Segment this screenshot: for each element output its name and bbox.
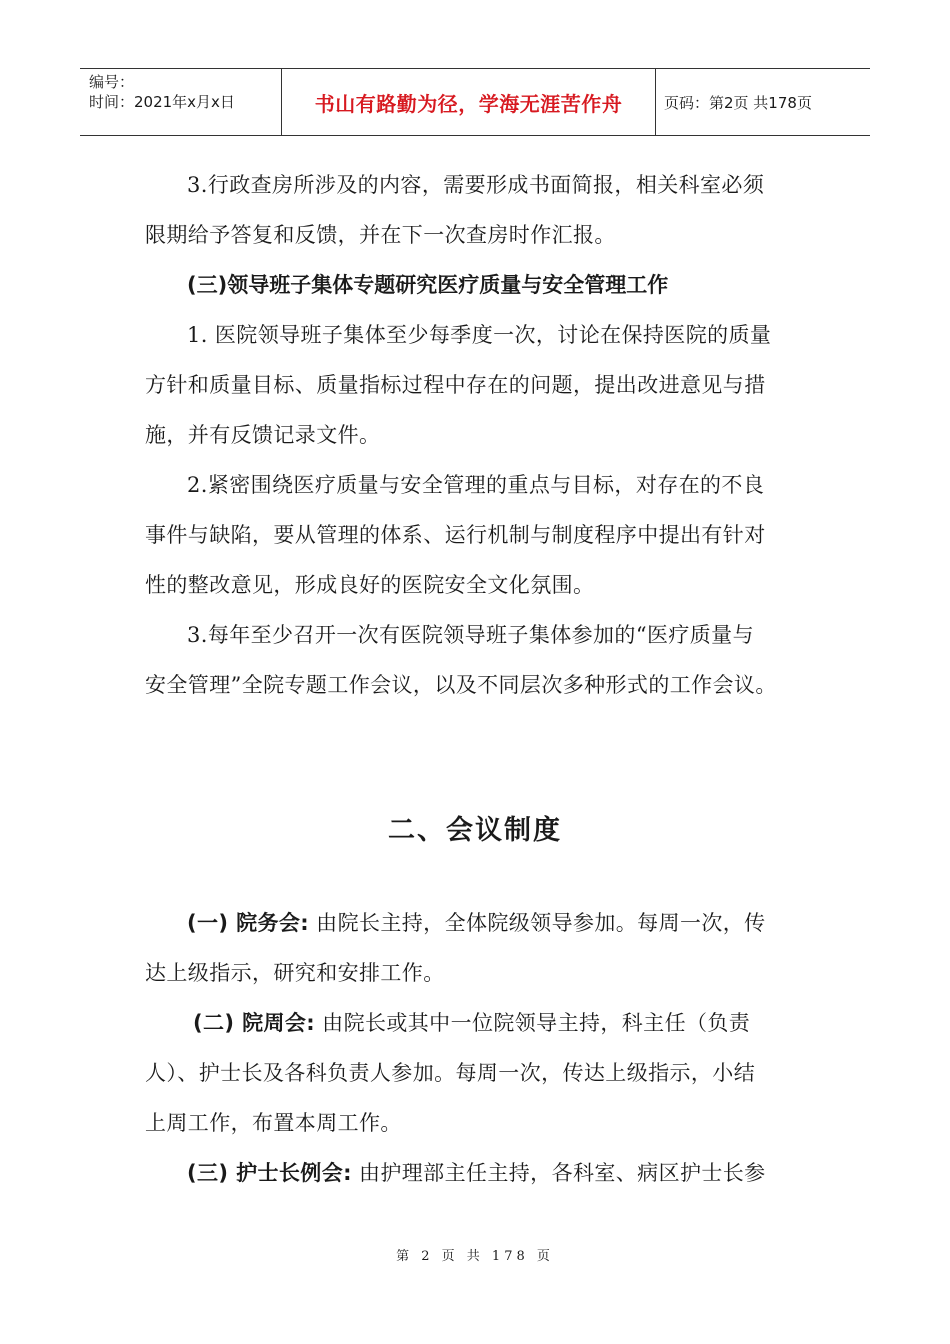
paragraph-line: 1. 医院领导班子集体至少每季度一次，讨论在保持医院的质量 bbox=[187, 323, 772, 347]
paragraph-line: 安全管理”全院专题工作会议，以及不同层次多种形式的工作会议。 bbox=[145, 673, 777, 697]
paragraph-line: 事件与缺陷，要从管理的体系、运行机制与制度程序中提出有针对 bbox=[145, 523, 766, 547]
meeting-text: 由院长或其中一位院领导主持，科主任（负责 bbox=[315, 1011, 751, 1035]
paragraph-line: 人）、护士长及各科负责人参加。每周一次，传达上级指示，小结 bbox=[145, 1061, 756, 1085]
subheading: (三)领导班子集体专题研究医疗质量与安全管理工作 bbox=[187, 273, 669, 297]
paragraph-line: 上周工作，布置本周工作。 bbox=[145, 1111, 402, 1135]
meeting-item bbox=[145, 998, 807, 1048]
document-time-label: 时间：2021年x月x日 bbox=[89, 93, 235, 111]
paragraph-line: 3.每年至少召开一次有医院领导班子集体参加的“医疗质量与 bbox=[187, 623, 754, 647]
meeting-item bbox=[145, 898, 807, 948]
section-title: 二、会议制度 bbox=[388, 815, 562, 846]
meeting-text: 由院长主持，全体院级领导参加。每周一次，传 bbox=[309, 911, 766, 935]
paragraph-line: 2.紧密围绕医疗质量与安全管理的重点与目标，对存在的不良 bbox=[187, 473, 765, 497]
meeting-lead: (一) 院务会: bbox=[187, 911, 310, 935]
paragraph-line: 性的整改意见，形成良好的医院安全文化氛围。 bbox=[145, 573, 595, 597]
page-footer: 第 2 页 共 178 页 bbox=[396, 1249, 554, 1264]
paragraph-line: 达上级指示，研究和安排工作。 bbox=[145, 961, 445, 985]
document-body bbox=[145, 160, 807, 710]
document-header bbox=[80, 68, 870, 136]
header-meta bbox=[80, 69, 282, 135]
meeting-lead: (三) 护士长例会: bbox=[187, 1161, 352, 1185]
paragraph-line: 方针和质量目标、质量指标过程中存在的问题，提出改进意见与措 bbox=[145, 373, 766, 397]
paragraph-line: 3.行政查房所涉及的内容，需要形成书面简报，相关科室必须 bbox=[187, 173, 765, 197]
header-page-info: 页码：第2页 共178页 bbox=[664, 93, 812, 112]
paragraph-line: 限期给予答复和反馈，并在下一次查房时作汇报。 bbox=[145, 223, 616, 247]
meeting-lead: (二) 院周会: bbox=[193, 1011, 316, 1035]
header-motto: 书山有路勤为径，学海无涯苦作舟 bbox=[282, 69, 656, 135]
meeting-text: 由护理部主任主持，各科室、病区护士长参 bbox=[351, 1161, 766, 1185]
meetings-section bbox=[145, 898, 807, 1198]
meeting-item bbox=[145, 1148, 807, 1198]
document-number-label: 编号： bbox=[89, 73, 135, 91]
paragraph-line: 施，并有反馈记录文件。 bbox=[145, 423, 381, 447]
